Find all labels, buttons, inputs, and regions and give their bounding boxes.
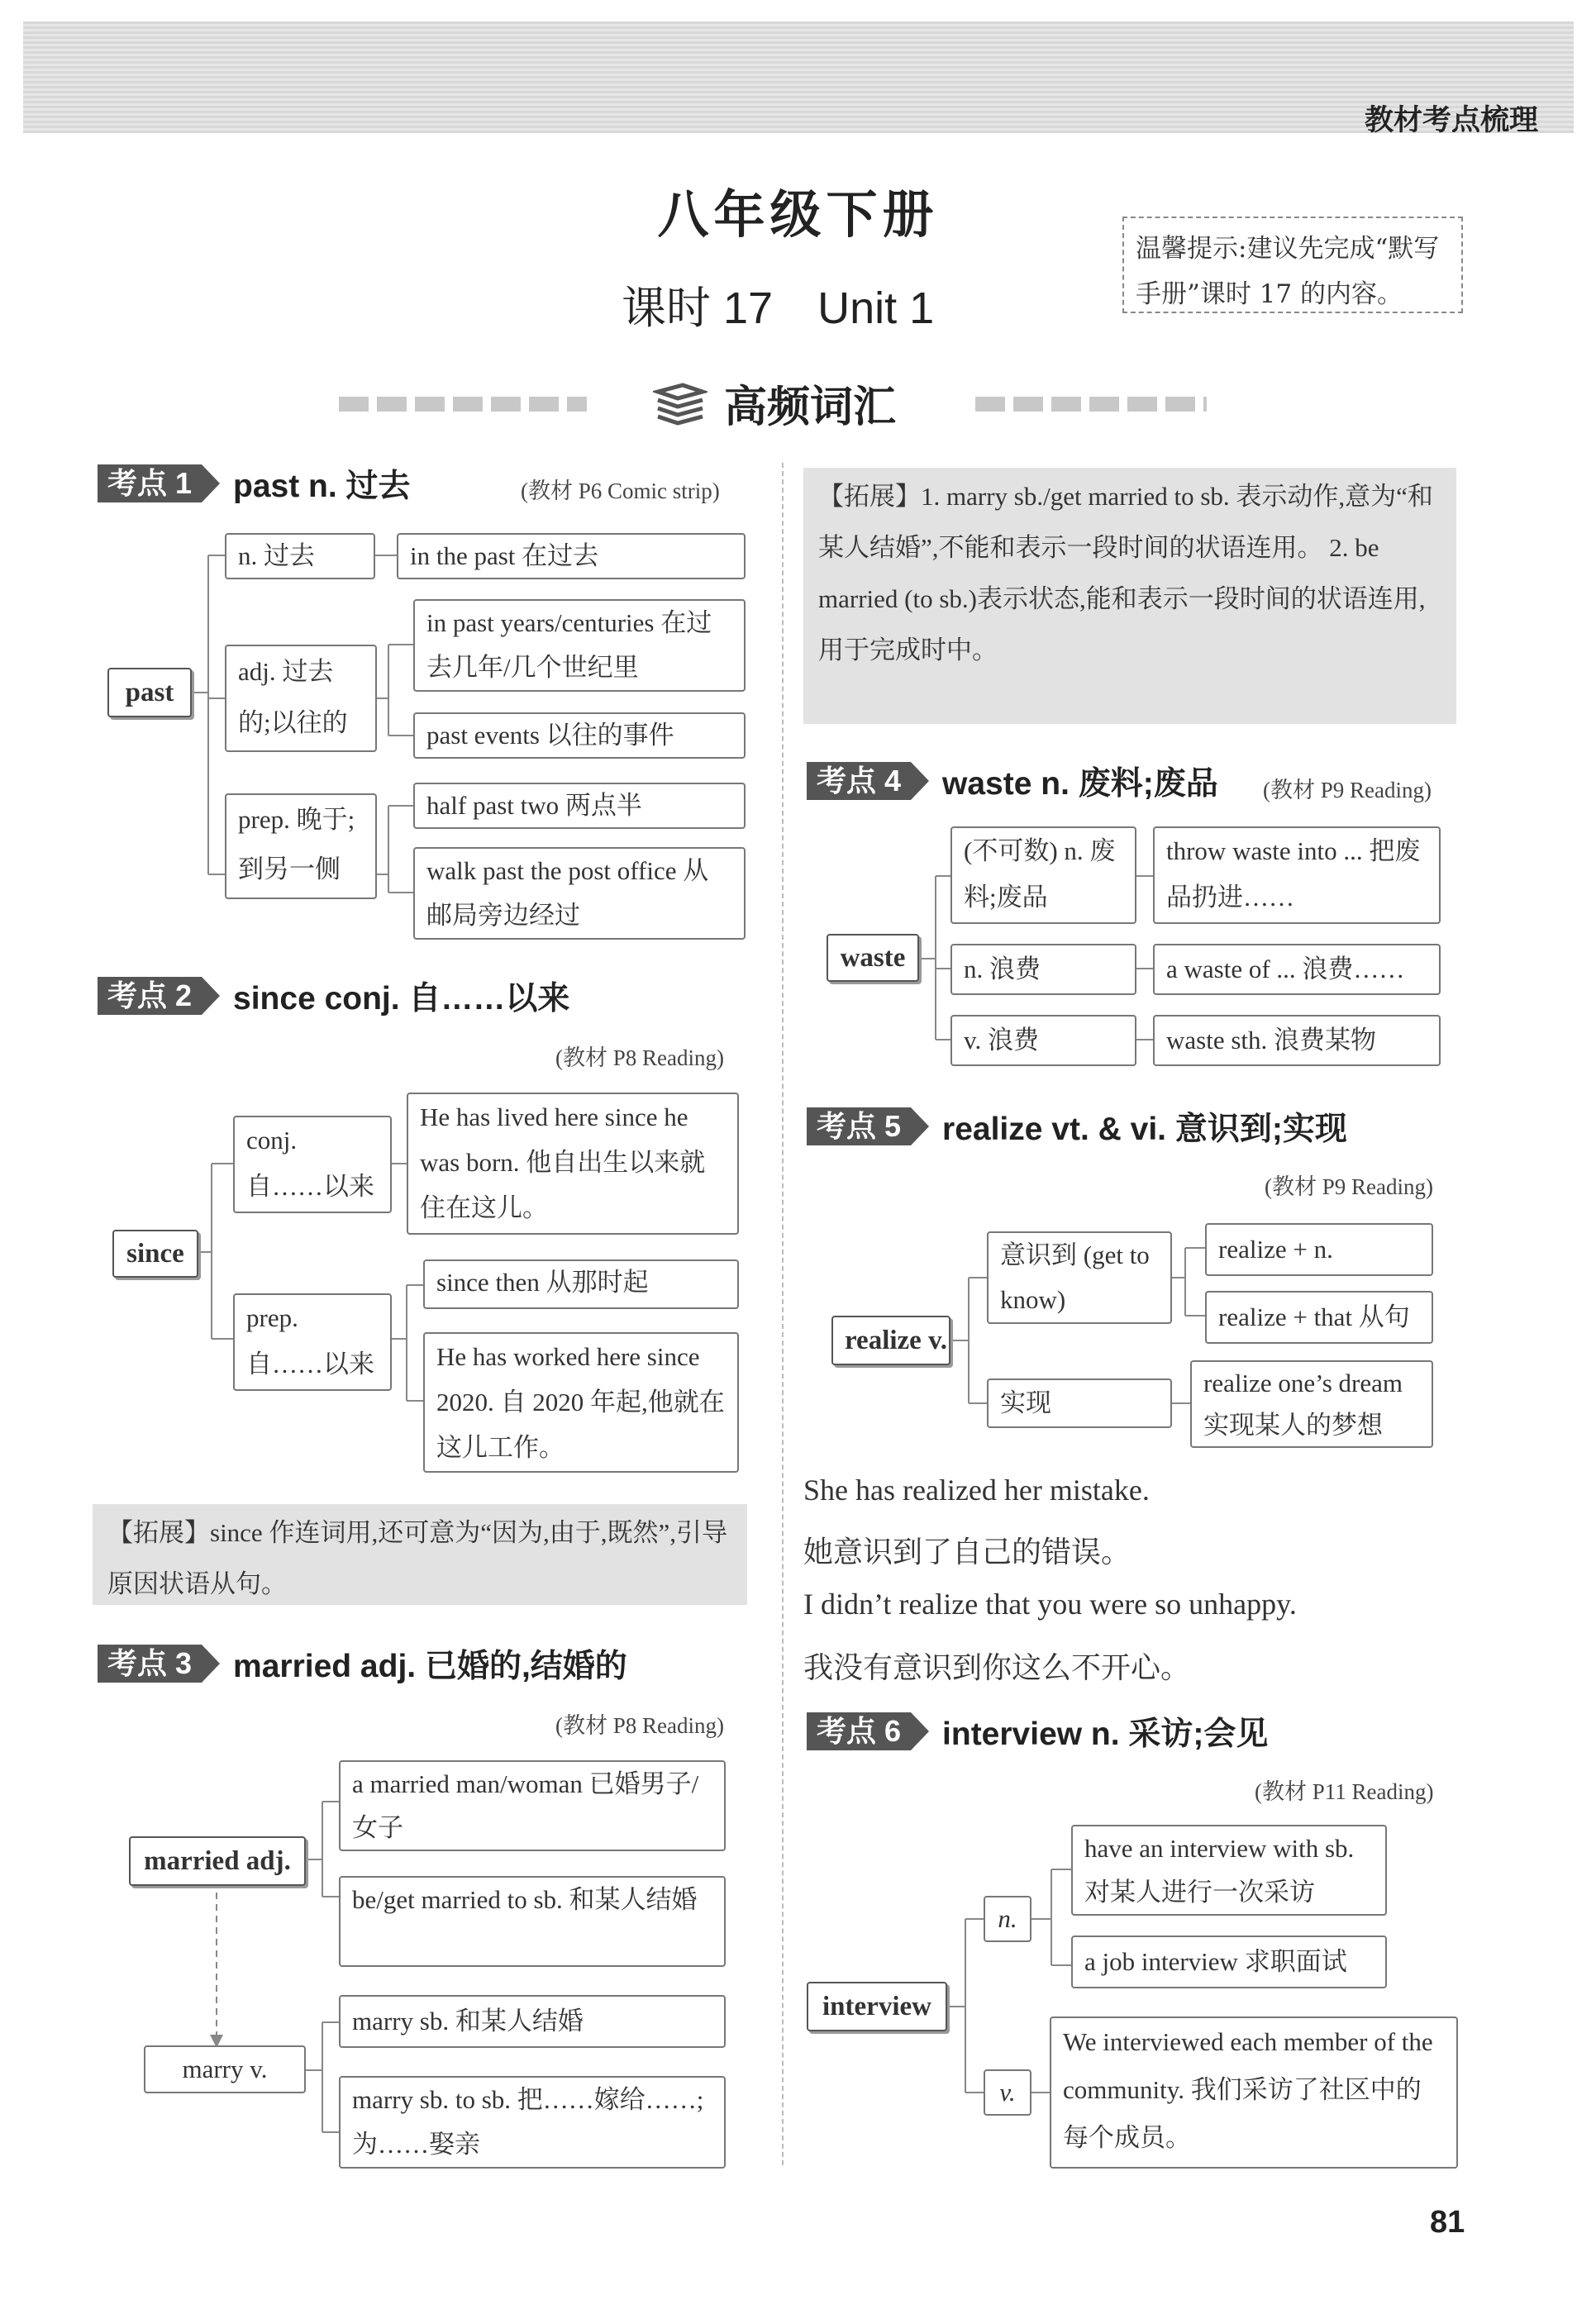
leaf-box: realize one’s dream 实现某人的梦想 — [1190, 1360, 1433, 1448]
leaf-box: throw waste into ... 把废品扔进…… — [1153, 826, 1441, 924]
root-word: past — [107, 668, 192, 717]
source-note: (教材 P9 Reading) — [1263, 778, 1432, 802]
kaodian-headword: past n. 过去 — [233, 469, 411, 504]
page-number: 81 — [1430, 2205, 1465, 2240]
kaodian-5-header — [807, 1107, 1347, 1145]
source-note: (教材 P9 Reading) — [1265, 1174, 1433, 1199]
leaf-box: walk past the post office 从邮局旁边经过 — [413, 847, 746, 940]
grade-title: 八年级下册 — [657, 188, 939, 244]
kaodian-6-header — [807, 1712, 1268, 1750]
example-sentence: She has realized her mistake. — [803, 1474, 1150, 1507]
example-sentence: I didn’t realize that you were so unhappy. — [803, 1588, 1297, 1621]
leaf-box: a waste of ... 浪费…… — [1153, 944, 1441, 995]
kaodian-headword: realize vt. & vi. 意识到;实现 — [942, 1112, 1347, 1147]
kaodian-tag: 考点 2 — [98, 977, 202, 1015]
leaf-box: in past years/centuries 在过去几年/几个世纪里 — [413, 599, 746, 692]
root-word: interview — [807, 1982, 947, 2031]
vocab-header — [653, 372, 896, 434]
kaodian-headword: married adj. 已婚的,结婚的 — [233, 1649, 627, 1684]
extension-note: 【拓展】1. marry sb./get married to sb. 表示动作,意为“和某人结婚”,不能和表示一段时间的状语连用。 2. be married (to sb.)表示状态,能和表示一段时间的状语连用,用于完成时中。 — [803, 468, 1456, 724]
leaf-box: realize + n. — [1205, 1223, 1433, 1276]
leaf-box: waste sth. 浪费某物 — [1153, 1015, 1441, 1066]
leaf-box: We interviewed each member of the community. 我们采访了社区中的每个成员。 — [1050, 2016, 1458, 2169]
kaodian-3-header — [98, 1645, 627, 1683]
root-word: since — [112, 1230, 198, 1278]
leaf-box: be/get married to sb. 和某人结婚 — [339, 1876, 726, 1967]
source-note: (教材 P6 Comic strip) — [521, 479, 720, 503]
node-box: n. 浪费 — [950, 944, 1136, 995]
node-box: n. 过去 — [225, 533, 375, 579]
node-box: v. — [984, 2069, 1031, 2116]
lesson-title: 课时 17 Unit 1 — [622, 283, 935, 333]
kaodian-tag: 考点 4 — [807, 762, 911, 800]
kaodian-headword: waste n. 废料;废品 — [942, 766, 1218, 802]
source-note: (教材 P11 Reading) — [1255, 1779, 1434, 1804]
source-note: (教材 P8 Reading) — [555, 1713, 724, 1738]
node-box: v. 浪费 — [950, 1015, 1136, 1066]
leaf-box: past events 以往的事件 — [413, 712, 746, 759]
root-word: realize v. — [831, 1316, 950, 1365]
leaf-box: marry sb. to sb. 把……嫁给……;为……娶亲 — [339, 2076, 726, 2169]
kaodian-tag: 考点 6 — [807, 1712, 911, 1750]
tip-box: 温馨提示:建议先完成“默写手册”课时 17 的内容。 — [1122, 217, 1463, 313]
root-word: married adj. — [129, 1836, 306, 1886]
header-band — [23, 21, 1574, 133]
extension-note: 【拓展】since 作连词用,还可意为“因为,由于,既然”,引导原因状语从句。 — [93, 1504, 747, 1605]
kaodian-1-header — [98, 464, 411, 502]
leaf-box: He has worked here since 2020. 自 2020 年起,他就在这儿工作。 — [423, 1332, 739, 1473]
section-label: 教材考点梳理 — [1364, 104, 1538, 136]
deco-right — [975, 397, 1207, 412]
example-translation: 她意识到了自己的错误。 — [803, 1536, 1131, 1569]
leaf-box: in the past 在过去 — [397, 533, 746, 579]
kaodian-tag: 考点 3 — [98, 1645, 202, 1683]
kaodian-tag: 考点 1 — [98, 464, 202, 502]
leaf-box: half past two 两点半 — [413, 783, 746, 829]
book-icon — [653, 380, 707, 426]
node-box: n. — [984, 1896, 1031, 1942]
node-box: adj. 过去的;以往的 — [225, 645, 377, 752]
node-box: (不可数) n. 废料;废品 — [950, 826, 1136, 924]
root-word: waste — [827, 934, 919, 982]
source-note: (教材 P8 Reading) — [555, 1045, 724, 1070]
column-divider — [782, 463, 784, 2165]
leaf-box: have an interview with sb. 对某人进行一次采访 — [1071, 1825, 1387, 1916]
kaodian-tag: 考点 5 — [807, 1107, 911, 1145]
node-box: conj. 自……以来 — [233, 1116, 392, 1213]
node-box: prep. 自……以来 — [233, 1293, 392, 1391]
example-translation: 我没有意识到你这么不开心。 — [803, 1651, 1191, 1684]
leaf-box: a married man/woman 已婚男子/女子 — [339, 1760, 726, 1851]
node-box: 意识到 (get to know) — [987, 1231, 1172, 1324]
leaf-box: realize + that 从句 — [1205, 1291, 1433, 1344]
node-box: prep. 晚于;到另一侧 — [225, 793, 377, 899]
node-box: 实现 — [987, 1378, 1172, 1428]
deco-left — [339, 397, 587, 412]
vocab-title: 高频词汇 — [724, 383, 897, 431]
leaf-box: He has lived here since he was born. 他自出生以来就住在这儿。 — [407, 1093, 739, 1235]
leaf-box: marry sb. 和某人结婚 — [339, 1995, 726, 2048]
kaodian-4-header — [807, 762, 1218, 800]
kaodian-headword: interview n. 采访;会见 — [942, 1716, 1269, 1752]
kaodian-headword: since conj. 自……以来 — [233, 981, 570, 1017]
leaf-box: since then 从那时起 — [423, 1259, 739, 1309]
kaodian-2-header — [98, 977, 569, 1015]
leaf-box: a job interview 求职面试 — [1071, 1935, 1387, 1988]
root-word-verb: marry v. — [144, 2045, 306, 2093]
